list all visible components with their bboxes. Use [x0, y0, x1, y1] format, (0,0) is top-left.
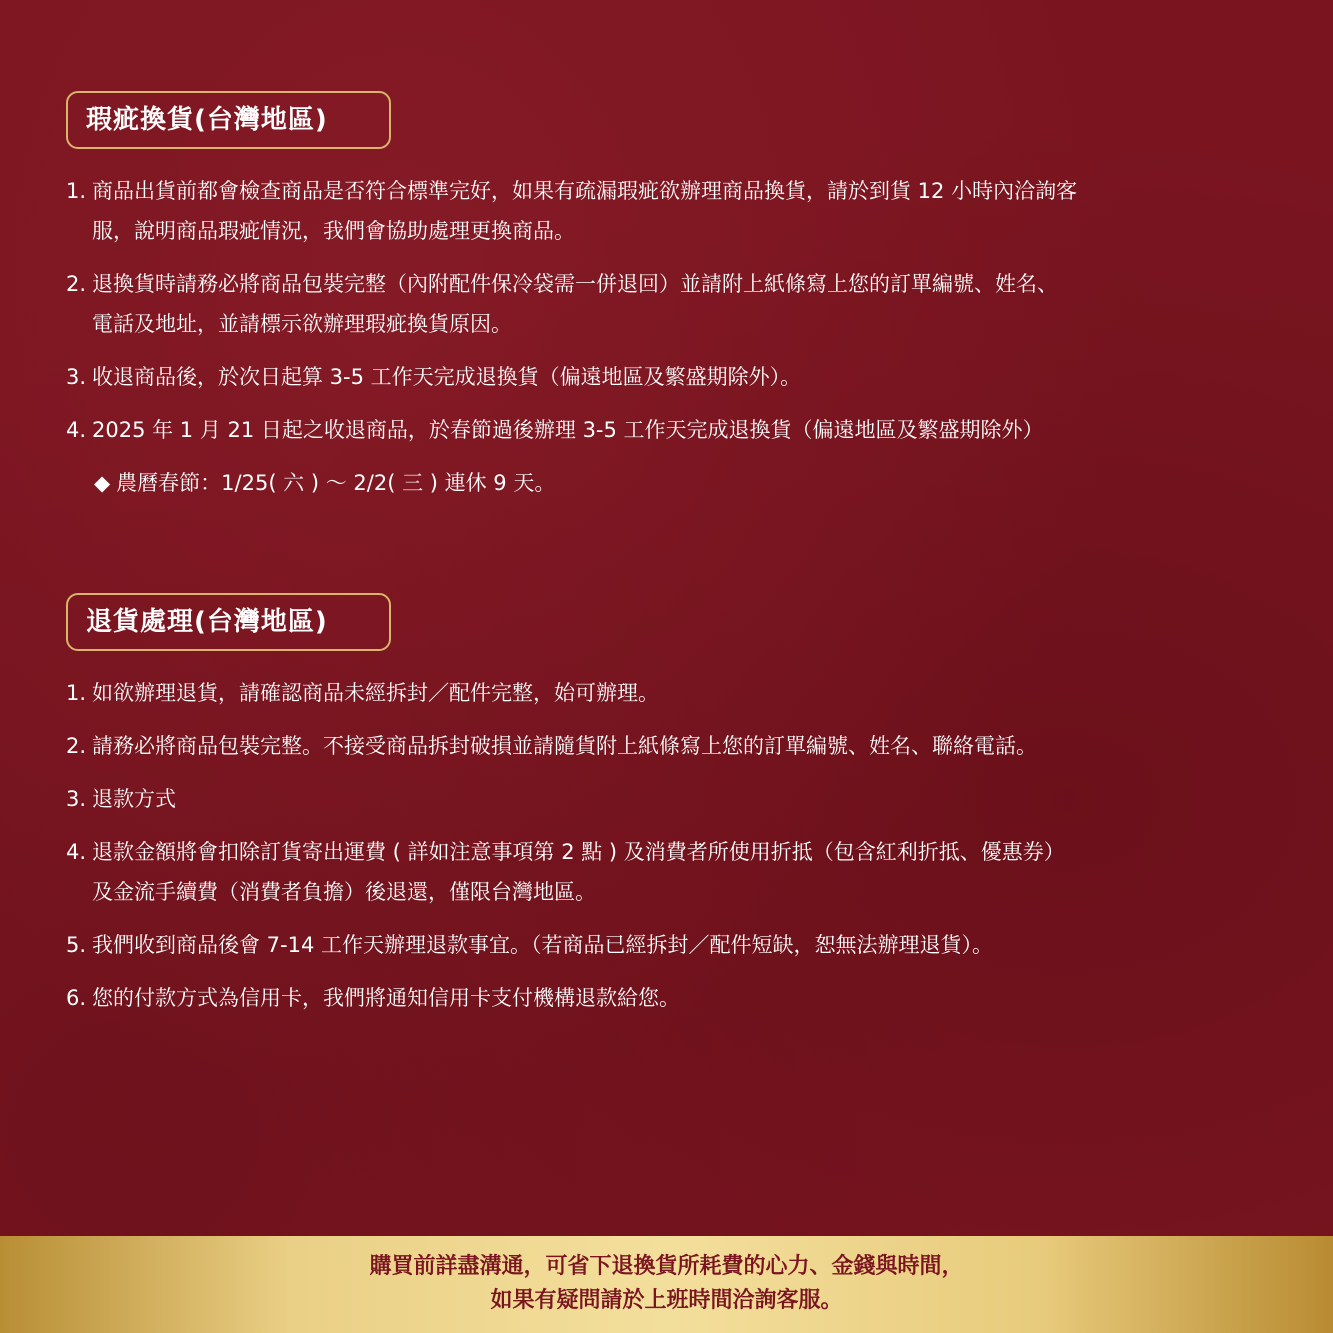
- item-number: 2.: [66, 734, 87, 758]
- item-text: 我們收到商品後會 7-14 工作天辦理退款事宜。（若商品已經拆封／配件短缺，恕無法辦理退貨）。: [92, 933, 994, 957]
- footer-line-1: 購買前詳盡溝通，可省下退換貨所耗費的心力、金錢與時間，: [369, 1254, 964, 1279]
- item-number: 3.: [66, 365, 87, 389]
- footer-banner: [0, 1236, 1333, 1333]
- exchange-section-title: 瑕疵換貨(台灣地區): [66, 91, 391, 149]
- item-text: 2025 年 1 月 21 日起之收退商品，於春節過後辦理 3-5 工作天完成退換貨（偏遠地區及繁盛期除外）: [92, 418, 1044, 442]
- item-number: 5.: [66, 933, 87, 957]
- item-number: 4.: [66, 840, 87, 864]
- exchange-item-4: [66, 410, 1286, 450]
- return-section: [66, 593, 1286, 1031]
- return-item-4: [66, 832, 1286, 912]
- item-text: 如欲辦理退貨，請確認商品未經拆封／配件完整，始可辦理。: [92, 681, 659, 705]
- item-text: 退款方式: [92, 787, 176, 811]
- item-number: 6.: [66, 986, 87, 1010]
- item-number: 1.: [66, 179, 87, 203]
- item-number: 1.: [66, 681, 87, 705]
- note-text: 農曆春節：1/25( 六 ) ～ 2/2( 三 ) 連休 9 天。: [116, 471, 556, 495]
- exchange-item-1: [66, 171, 1286, 251]
- return-item-3: [66, 779, 1286, 819]
- exchange-section: [66, 91, 1286, 503]
- exchange-list: [66, 171, 1286, 450]
- return-item-2: [66, 726, 1286, 766]
- return-item-1: [66, 673, 1286, 713]
- item-text: 退款金額將會扣除訂貨寄出運費 ( 詳如注意事項第 2 點 ) 及消費者所使用折抵（包含紅利折抵、優惠券） 及金流手續費（消費者負擔）後退還，僅限台灣地區。: [92, 840, 1065, 904]
- item-text: 您的付款方式為信用卡，我們將通知信用卡支付機構退款給您。: [92, 986, 680, 1010]
- footer-line-2: 如果有疑問請於上班時間洽詢客服。: [490, 1288, 843, 1313]
- exchange-item-3: [66, 357, 1286, 397]
- item-number: 4.: [66, 418, 87, 442]
- return-item-6: [66, 978, 1286, 1018]
- item-text: 商品出貨前都會檢查商品是否符合標準完好，如果有疏漏瑕疵欲辦理商品換貨，請於到貨 12 小時內洽詢客 服，說明商品瑕疵情況，我們會協助處理更換商品。: [92, 179, 1078, 243]
- exchange-item-2: [66, 264, 1286, 344]
- return-list: [66, 673, 1286, 1018]
- diamond-bullet-icon: ◆: [94, 471, 111, 495]
- spring-festival-note: [94, 463, 1286, 503]
- item-text: 收退商品後，於次日起算 3-5 工作天完成退換貨（偏遠地區及繁盛期除外）。: [92, 365, 802, 389]
- item-text: 請務必將商品包裝完整。不接受商品拆封破損並請隨貨附上紙條寫上您的訂單編號、姓名、聯絡電話。: [92, 734, 1037, 758]
- item-number: 2.: [66, 272, 87, 296]
- return-item-5: [66, 925, 1286, 965]
- item-text: 退換貨時請務必將商品包裝完整（內附配件保冷袋需一併退回）並請附上紙條寫上您的訂單編號、姓名、 電話及地址，並請標示欲辦理瑕疵換貨原因。: [92, 272, 1058, 336]
- return-section-title: 退貨處理(台灣地區): [66, 593, 391, 651]
- item-number: 3.: [66, 787, 87, 811]
